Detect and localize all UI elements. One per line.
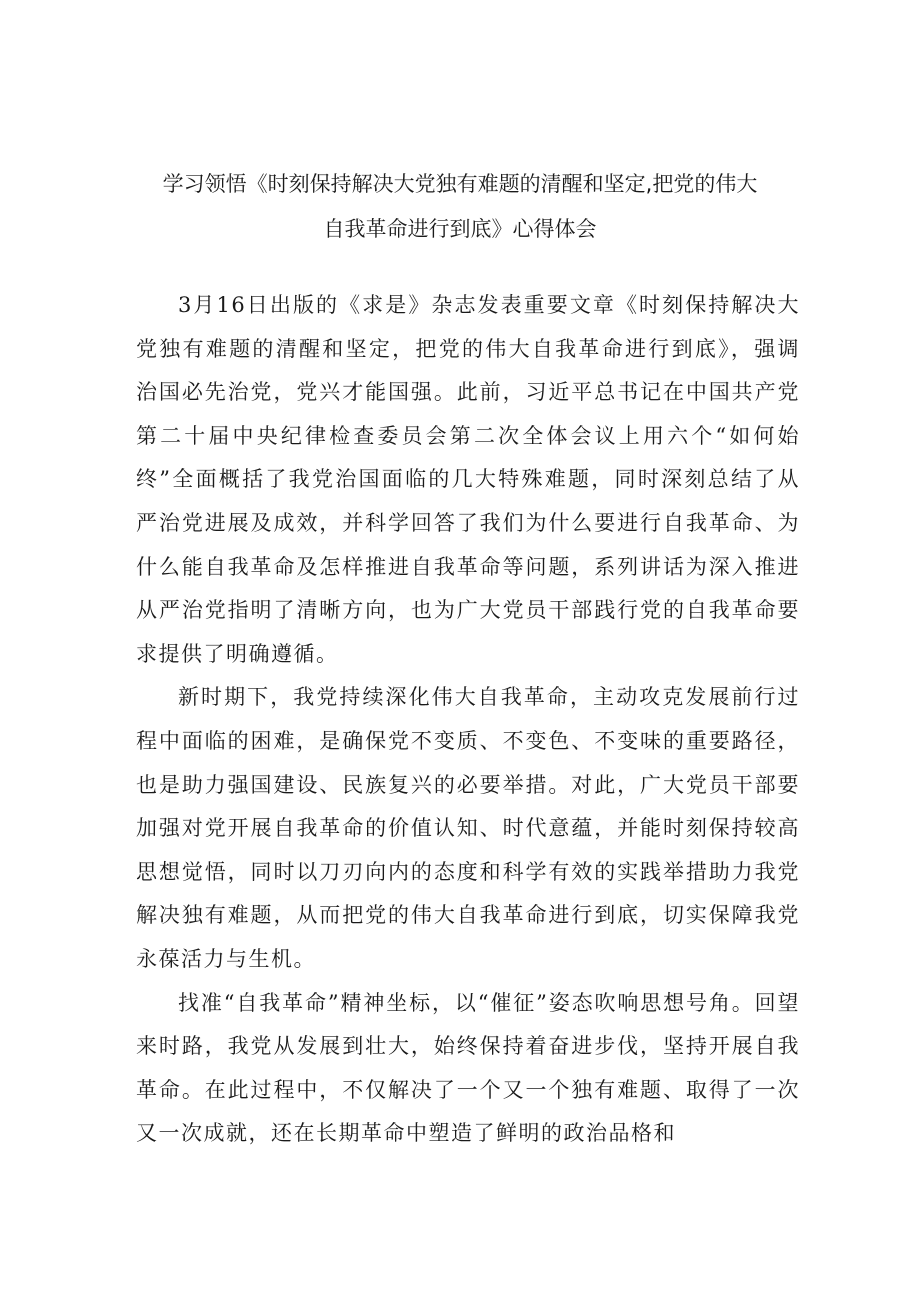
title-line-1: 学习领悟《时刻保持解决大党独有难题的清醒和坚定,把党的伟大 xyxy=(162,172,758,196)
paragraph-2: 新时期下，我党持续深化伟大自我革命，主动攻克发展前行过程中面临的困难，是确保党不变质、不变色、不变味的重要路径，也是助力强国建设、民族复兴的必要举措。对此，广大党员干部要加强对党开展自我革命的价值认知、时代意蕴，并能时刻保持较高思想觉悟，同时以刀刃向内的态度和科学有效的实践举措助力我党解决独有难题，从而把党的伟大自我革命进行到底，切实保障我党永葆活力与生机。 xyxy=(136,685,800,971)
paragraph-3: 找准“自我革命”精神坐标，以“催征”姿态吹响思想号角。回望来时路，我党从发展到壮大，始终保持着奋进步伐，坚持开展自我革命。在此过程中，不仅解决了一个又一个独有难题、取得了一次又一次成就，还在长期革命中塑造了鲜明的政治品格和 xyxy=(136,990,800,1146)
document-body xyxy=(136,284,800,1156)
paragraph-1: 3月16日出版的《求是》杂志发表重要文章《时刻保持解决大党独有难题的清醒和坚定，把党的伟大自我革命进行到底》，强调治国必先治党，党兴才能国强。此前，习近平总书记在中国共产党第二十届中央纪律检查委员会第二次全体会议上用六个“如何始终”全面概括了我党治国面临的几大特殊难题，同时深刻总结了从严治党进展及成效，并科学回答了我们为什么要进行自我革命、为什么能自我革命及怎样推进自我革命等问题，系列讲话为深入推进从严治党指明了清晰方向，也为广大党员干部践行党的自我革命要求提供了明确遵循。 xyxy=(136,293,800,666)
title-line-2: 自我革命进行到底》心得体会 xyxy=(323,217,597,241)
document-title xyxy=(100,162,820,252)
